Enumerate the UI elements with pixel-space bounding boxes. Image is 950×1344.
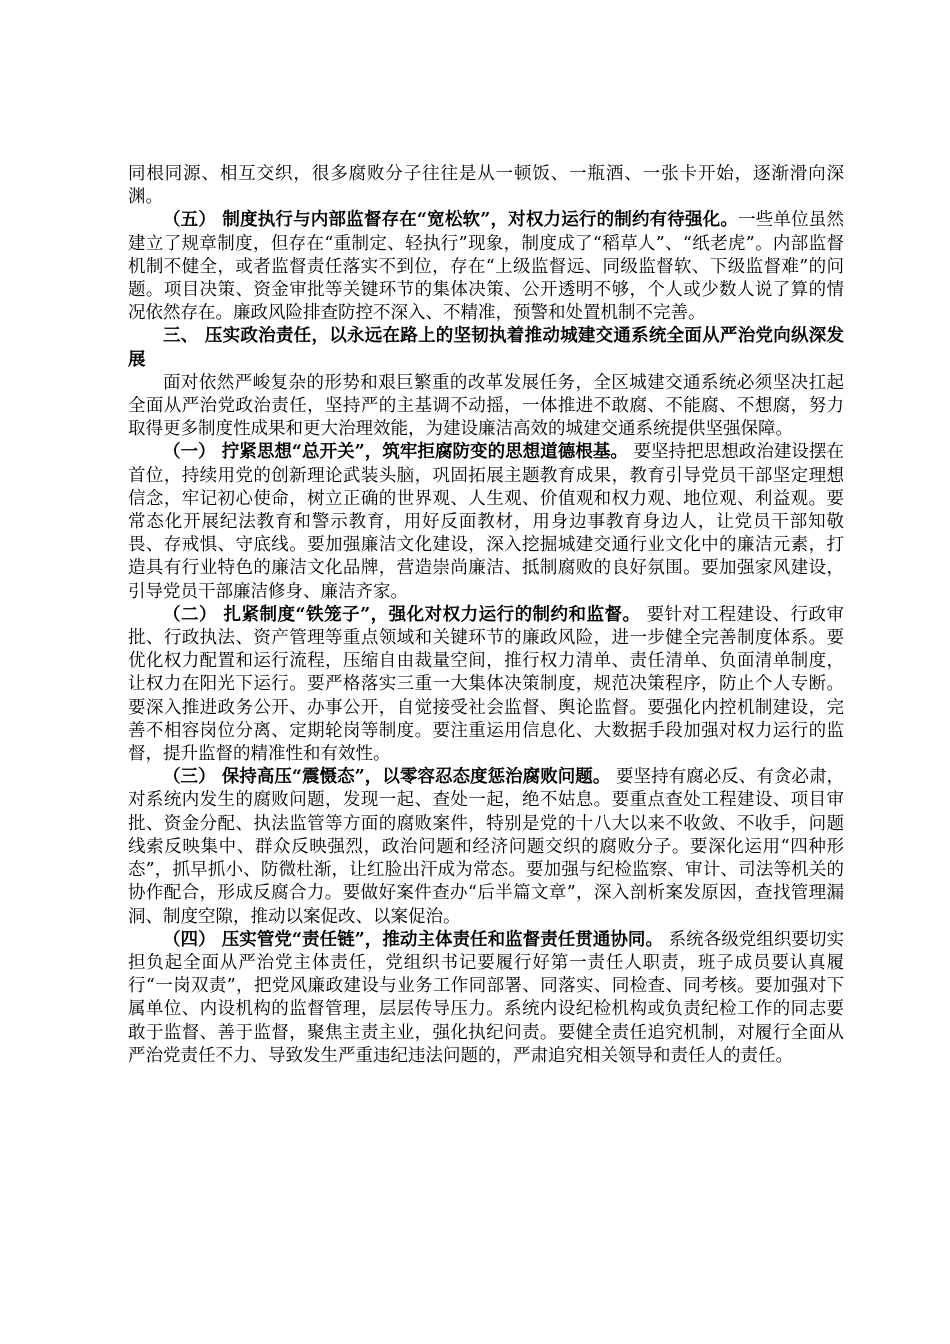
paragraph-text: 同根同源、相互交织，很多腐败分子往往是从一顿饭、一瓶酒、一张卡开始，逐渐滑向深渊。	[128, 164, 844, 208]
paragraph-text: 面对依然严峻复杂的形势和艰巨繁重的改革发展任务，全区城建交通系统必须坚决扛起全面从严治党政治责任，坚持严的主基调不动摇，一体推进不敢腐、不能腐、不想腐，努力取得更多制度性成果和更大治理效能，为建设廉洁高效的城建交通系统提供坚强保障。	[128, 372, 844, 440]
paragraph-item-2	[128, 604, 844, 766]
paragraph-continuation	[128, 163, 844, 209]
paragraph-text: 要坚持把思想政治建设摆在首位，持续用党的创新理论武装头脑，巩固拓展主题教育成果，教育引导党员干部坚定理想信念，牢记初心使命，树立正确的世界观、人生观、价值观和权力观、地位观、利益观。要常态化开展纪法教育和警示教育，用好反面教材，用身边事教育身边人，让党员干部知敬畏、存戒惧、守底线。要加强廉洁文化建设，深入挖掘城建交通行业文化中的廉洁元素，打造具有行业特色的廉洁文化品牌，营造崇尚廉洁、抵制腐败的良好氛围。要加强家风建设，引导党员干部廉洁修身、廉洁齐家。	[128, 442, 844, 602]
paragraph-item-4	[128, 929, 844, 1068]
paragraph-intro	[128, 372, 844, 442]
heading-text: 三、 压实政治责任，以永远在路上的坚韧执着推动城建交通系统全面从严治党向纵深发展	[128, 326, 844, 370]
paragraph-text: 一些单位虽然建立了规章制度，但存在“重制定、轻执行”现象，制度成了“稻草人”、“纸老虎”。内部监督机制不健全，或者监督责任落实不到位，存在“上级监督远、同级监督软、下级监督难”的问题。项目决策、资金审批等关键环节的集体决策、公开透明不够，个人或少数人说了算的情况依然存在。廉政风险排查防控不深入、不精准，预警和处置机制不完善。	[128, 210, 844, 324]
paragraph-lead: （二） 扎紧制度“铁笼子”，强化对权力运行的制约和监督。	[163, 604, 641, 625]
section-heading-3	[128, 325, 844, 371]
paragraph-lead: （四） 压实管党“责任链”，推动主体责任和监督责任贯通协同。	[163, 929, 663, 950]
paragraph-text: 要针对工程建设、行政审批、行政执法、资产管理等重点领域和关键环节的廉政风险，进一步健全完善制度体系。要优化权力配置和运行流程，压缩自由裁量空间，推行权力清单、责任清单、负面清单制度，让权力在阳光下运行。要严格落实三重一大集体决策制度，规范决策程序，防止个人专断。要深入推进政务公开、办事公开，自觉接受社会监督、舆论监督。要强化内控机制建设，完善不相容岗位分离、定期轮岗等制度。要注重运用信息化、大数据手段加强对权力运行的监督，提升监督的精准性和有效性。	[128, 604, 844, 765]
paragraph-item-1	[128, 441, 844, 603]
paragraph-item-3	[128, 766, 844, 928]
paragraph-lead: （一） 拧紧思想“总开关”，筑牢拒腐防变的思想道德根基。	[163, 442, 628, 463]
paragraph-lead: （三） 保持高压“震慑态”，以零容忍态度惩治腐败问题。	[163, 767, 611, 788]
paragraph-text: 系统各级党组织要切实担负起全面从严治党主体责任，党组织书记要履行好第一责任人职责，班子成员要认真履行“一岗双责”，把党风廉政建设与业务工作同部署、同落实、同检查、同考核。要加强对下属单位、内设机构的监督管理，层层传导压力。系统内设纪检机构或负责纪检工作的同志要敢于监督、善于监督，聚焦主责主业，强化执纪问责。要健全责任追究机制，对履行全面从严治党责任不力、导致发生严重违纪违法问题的，严肃追究相关领导和责任人的责任。	[128, 929, 844, 1066]
document-page	[128, 163, 844, 1068]
paragraph-section-5	[128, 209, 844, 325]
paragraph-lead: （五） 制度执行与内部监督存在“宽松软”，对权力运行的制约有待强化。	[163, 210, 739, 231]
paragraph-text: 要坚持有腐必反、有贪必肃，对系统内发生的腐败问题，发现一起、查处一起，绝不姑息。要重点查处工程建设、项目审批、资金分配、执法监管等方面的腐败案件，特别是党的十八大以来不收敛、不收手，问题线索反映集中、群众反映强烈，政治问题和经济问题交织的腐败分子。要深化运用“四种形态”，抓早抓小、防微杜渐，让红脸出汗成为常态。要加强与纪检监察、审计、司法等机关的协作配合，形成反腐合力。要做好案件查办“后半篇文章”，深入剖析案发原因，查找管理漏洞、制度空隙，推动以案促改、以案促治。	[128, 767, 844, 927]
